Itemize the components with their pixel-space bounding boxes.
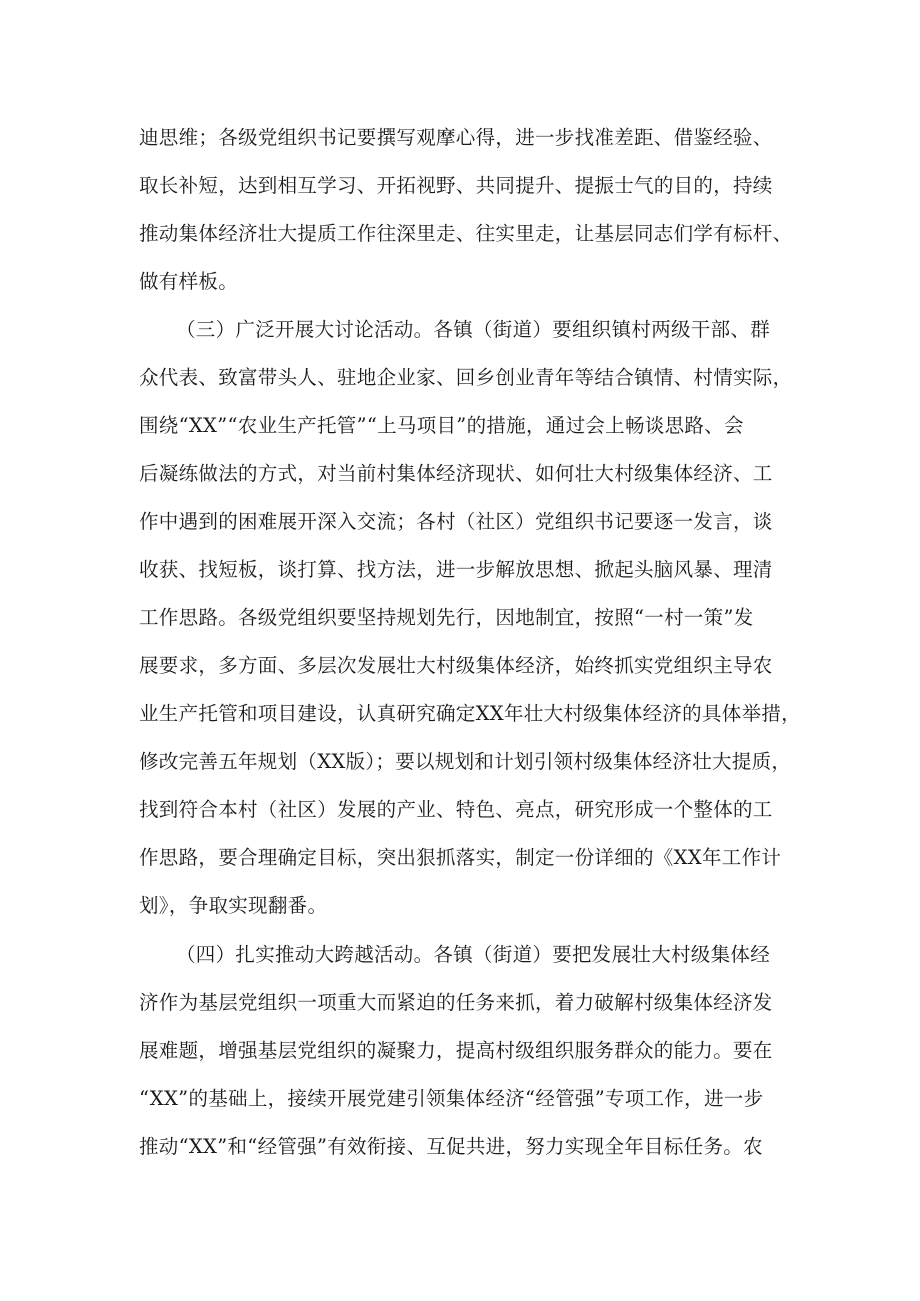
text-line: （四）扎实推动大跨越活动。各镇（街道）要把发展壮大村级集体经 xyxy=(176,943,771,966)
text-line: 展要求，多方面、多层次发展壮大村级集体经济，始终抓实党组织主导农 xyxy=(139,654,773,677)
text-line: 找到符合本村（社区）发展的产业、特色、亮点，研究形成一个整体的工 xyxy=(139,798,773,821)
text-line: 推动“XX”和“经管强”有效衔接、互促共进，努力实现全年目标任务。农 xyxy=(139,1135,763,1158)
text-line: 后凝练做法的方式，对当前村集体经济现状、如何壮大村级集体经济、工 xyxy=(139,462,773,485)
text-line: 展难题，增强基层党组织的凝聚力，提高村级组织服务群众的能力。要在 xyxy=(139,1039,773,1062)
text-line: 济作为基层党组织一项重大而紧迫的任务来抓，着力破解村级集体经济发 xyxy=(139,991,773,1014)
text-line: （三）广泛开展大讨论活动。各镇（街道）要组织镇村两级干部、群 xyxy=(176,318,771,341)
text-line: 众代表、致富带头人、驻地企业家、回乡创业青年等结合镇情、村情实际， xyxy=(139,366,793,389)
text-line: 工作思路。各级党组织要坚持规划先行，因地制宜，按照“一村一策”发 xyxy=(139,606,754,629)
text-line: 作思路，要合理确定目标，突出狠抓落实，制定一份详细的《XX年工作计 xyxy=(139,846,782,869)
text-line: 围绕“XX”“农业生产托管”“上马项目”的措施，通过会上畅谈思路、会 xyxy=(139,414,744,437)
text-line: 取长补短，达到相互学习、开拓视野、共同提升、提振士气的目的，持续 xyxy=(139,174,773,197)
text-line: 迪思维；各级党组织书记要撰写观摩心得，进一步找准差距、借鉴经验、 xyxy=(139,126,773,149)
text-line: “XX”的基础上，接续开展党建引领集体经济“经管强”专项工作，进一步 xyxy=(139,1087,764,1110)
text-line: 收获、找短板，谈打算、找方法，进一步解放思想、掀起头脑风暴、理清 xyxy=(139,558,773,581)
text-line: 划》，争取实现翻番。 xyxy=(139,894,328,917)
text-line: 推动集体经济壮大提质工作往深里走、往实里走，让基层同志们学有标杆、 xyxy=(139,222,793,245)
text-line: 修改完善五年规划（XX版）；要以规划和计划引领村级集体经济壮大提质， xyxy=(139,750,792,773)
text-line: 作中遇到的困难展开深入交流；各村（社区）党组织书记要逐一发言，谈 xyxy=(139,510,773,533)
text-line: 做有样板。 xyxy=(139,270,239,293)
text-line: 业生产托管和项目建设，认真研究确定XX年壮大村级集体经济的具体举措， xyxy=(139,702,801,725)
